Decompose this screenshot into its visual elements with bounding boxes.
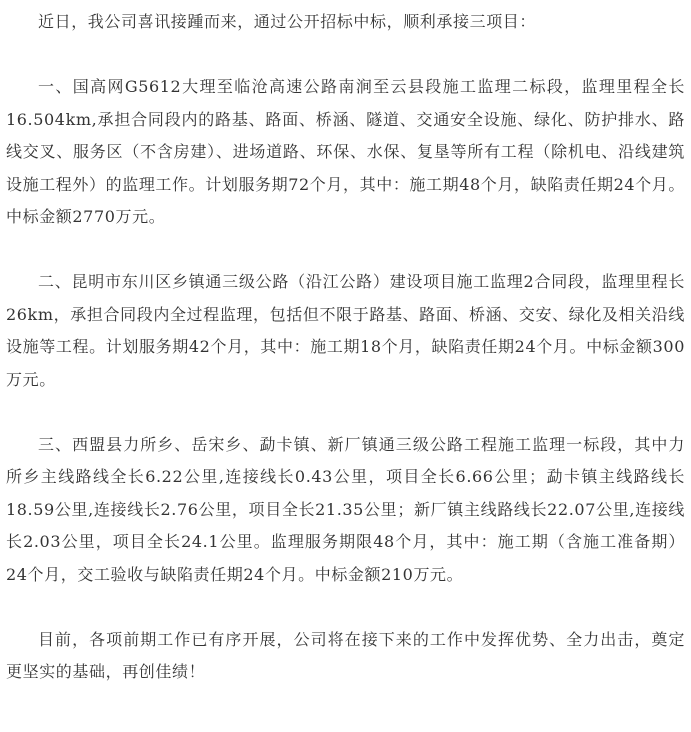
intro-paragraph: 近日，我公司喜讯接踵而来，通过公开招标中标，顺利承接三项目： (38, 12, 537, 31)
paragraph-spacer (6, 591, 685, 624)
closing-paragraph: 目前，各项前期工作已有序开展，公司将在接下来的工作中发挥优势、全力出击，奠定更坚实的基础，再创佳绩！ (6, 629, 685, 681)
project-2-paragraph: 二、昆明市东川区乡镇通三级公路（沿江公路）建设项目施工监理2合同段，监理里程长26km，承担合同段内全过程监理，包括但不限于路基、路面、桥涵、交安、绿化及相关沿线设施等工程。计划服务期42个月，其中：施工期18个月，缺陷责任期24个月。中标金额300万元。 (6, 272, 685, 389)
project-1-paragraph: 一、国高网G5612大理至临沧高速公路南涧至云县段施工监理二标段，监理里程全长16.504km,承担合同段内的路基、路面、桥涵、隧道、交通安全设施、绿化、防护排水、路线交叉、服务区（不含房建）、进场道路、环保、水保、复垦等所有工程（除机电、沿线建筑设施工程外）的监理工作。计划服务期72个月，其中：施工期48个月，缺陷责任期24个月。中标金额2770万元。 (6, 77, 685, 226)
project-3-paragraph: 三、西盟县力所乡、岳宋乡、勐卡镇、新厂镇通三级公路工程施工监理一标段，其中力所乡主线路线全长6.22公里,连接线长0.43公里，项目全长6.66公里；勐卡镇主线路线长18.59公里,连接线长2.76公里，项目全长21.35公里；新厂镇主线路线长22.07公里,连接线长2.03公里，项目全长24.1公里。监理服务期限48个月，其中：施工期（含施工准备期）24个月，交工验收与缺陷责任期24个月。中标金额210万元。 (6, 434, 685, 584)
paragraph-spacer (6, 396, 685, 429)
paragraph-spacer (6, 234, 685, 267)
paragraph-spacer (6, 39, 685, 72)
